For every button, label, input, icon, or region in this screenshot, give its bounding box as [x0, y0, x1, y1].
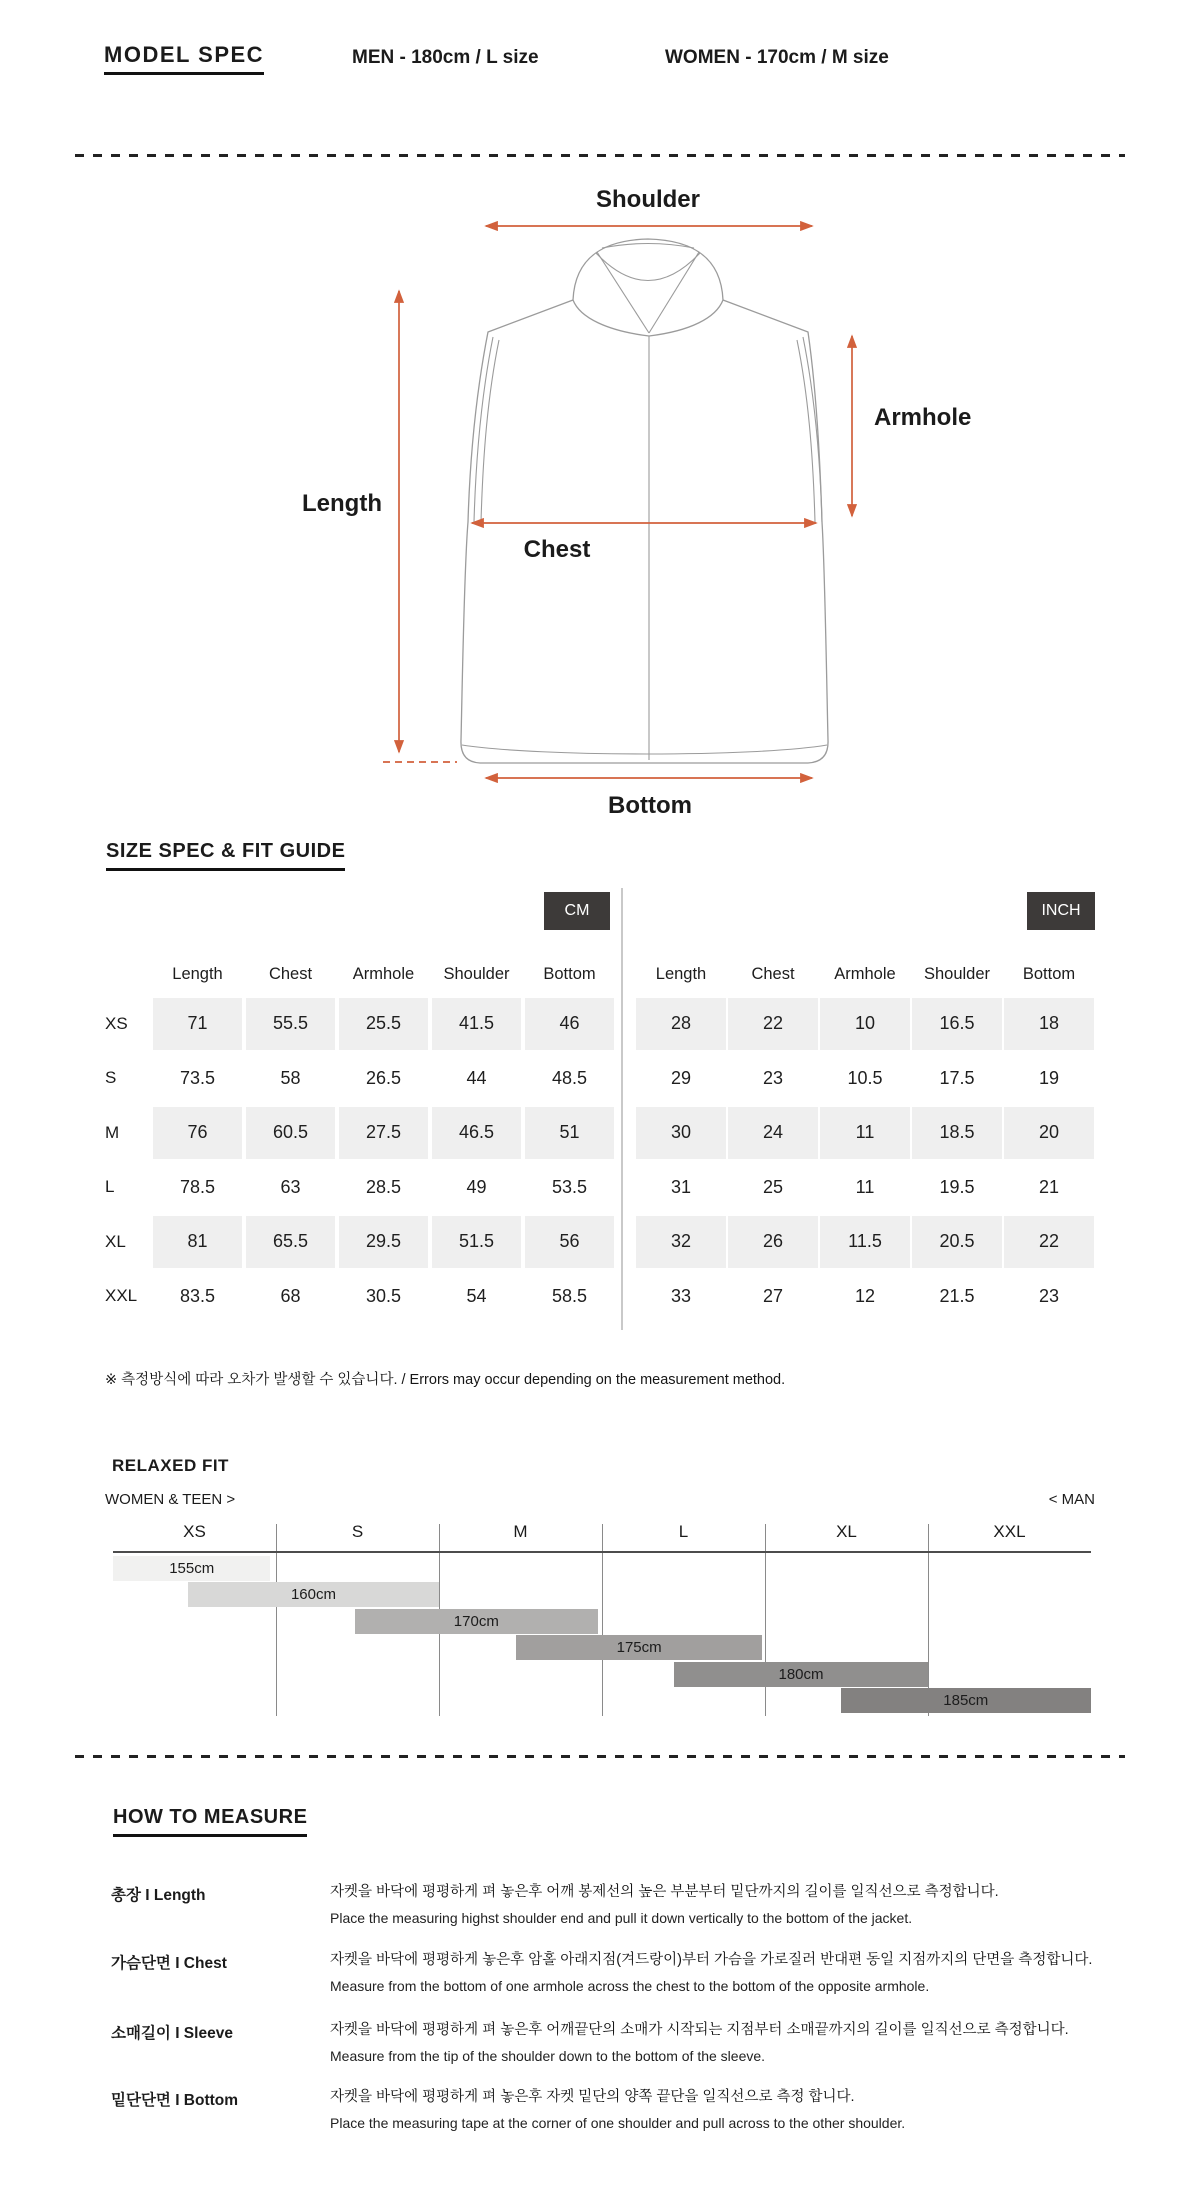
inch-cell: 21.5	[939, 1285, 975, 1306]
inch-cell: 29	[670, 1067, 692, 1088]
size-label: L	[105, 1177, 115, 1196]
measure-row-label: 가슴단면 I Chest	[111, 1955, 227, 1972]
inch-cell: 23	[1038, 1285, 1060, 1306]
inch-cell: 33	[670, 1285, 692, 1306]
measurement-note: ※ 측정방식에 따라 오차가 발생할 수 있습니다. / Errors may occur depending on the measurement method.	[105, 1372, 786, 1388]
table-divider	[621, 888, 623, 1330]
fit-size-label: M	[513, 1522, 528, 1541]
fit-size-label: S	[351, 1522, 364, 1541]
inch-cell: 26	[728, 1216, 818, 1268]
inch-cell: 30	[636, 1107, 726, 1159]
fit-bar-185cm	[841, 1688, 1091, 1713]
inch-col-header: Armhole	[834, 964, 896, 983]
inch-cell: 12	[854, 1285, 876, 1306]
measure-row-label: 소매길이 I Sleeve	[111, 2025, 233, 2042]
cm-col-header: Chest	[268, 964, 313, 983]
cm-unit-badge: CM	[544, 892, 610, 930]
fit-axis-line	[113, 1551, 1091, 1553]
shoulder-label: Shoulder	[595, 186, 700, 213]
inch-col-header: Shoulder	[923, 964, 991, 983]
size-label: M	[105, 1122, 120, 1142]
fit-size-label: XXL	[993, 1522, 1026, 1541]
cm-col-header: Armhole	[352, 964, 415, 983]
cm-cell: 68	[280, 1285, 301, 1306]
cm-cell: 56	[525, 1216, 614, 1268]
fit-size-label: XS	[183, 1522, 206, 1541]
size-label: XXL	[105, 1286, 138, 1305]
inch-cell: 23	[762, 1067, 784, 1088]
cm-cell: 58	[280, 1067, 301, 1088]
inch-cell: 11.5	[820, 1216, 910, 1268]
vest-outline	[461, 239, 828, 763]
cm-cell: 65.5	[246, 1216, 335, 1268]
measure-row-ko: 자켓을 바닥에 평평하게 놓은후 암홀 아래지점(겨드랑이)부터 가슴을 가로질러 반대편 동일 지점까지의 단면을 측정합니다.	[330, 1952, 1093, 1968]
inch-cell: 11	[820, 1107, 910, 1159]
cm-table	[105, 953, 614, 1322]
cm-cell: 51.5	[432, 1216, 521, 1268]
fit-bar-label: 175cm	[616, 1639, 662, 1657]
fit-guide-man-label: < MAN	[1048, 1491, 1095, 1508]
size-label: XL	[105, 1231, 126, 1251]
cm-cell: 41.5	[432, 998, 521, 1050]
cm-cell: 49	[466, 1176, 487, 1197]
inch-table	[636, 953, 1094, 1322]
cm-cell: 27.5	[339, 1107, 428, 1159]
model-spec-women: WOMEN - 170cm / M size	[665, 47, 889, 68]
inch-cell: 20	[1004, 1107, 1094, 1159]
fit-bar-175cm	[516, 1635, 762, 1660]
fit-size-label: L	[678, 1522, 689, 1541]
cm-cell: 81	[153, 1216, 242, 1268]
inch-cell: 25	[762, 1176, 784, 1197]
measure-row-en: Measure from the tip of the shoulder down to the bottom of the sleeve.	[330, 2048, 766, 2064]
how-to-measure-title: HOW TO MEASURE	[113, 1806, 307, 1837]
inch-col-header: Length	[655, 964, 707, 983]
measure-row-ko: 자켓을 바닥에 평평하게 펴 놓은후 어깨 봉제선의 높은 부분부터 밑단까지의 길이를 일직선으로 측정합니다.	[330, 1884, 999, 1900]
cm-cell: 46.5	[432, 1107, 521, 1159]
inch-cell: 22	[1004, 1216, 1094, 1268]
chest-label: Chest	[523, 536, 591, 563]
fit-bar-label: 155cm	[169, 1560, 215, 1577]
fit-guide-women-label: WOMEN & TEEN >	[105, 1491, 236, 1508]
measure-row-label: 총장 I Length	[111, 1887, 206, 1904]
cm-cell: 25.5	[339, 998, 428, 1050]
fit-bar-160cm	[188, 1582, 438, 1607]
measure-row-en: Measure from the bottom of one armhole across the chest to the bottom of the opposite armhole.	[330, 1978, 930, 1994]
cm-cell: 48.5	[551, 1067, 588, 1088]
cm-cell: 29.5	[339, 1216, 428, 1268]
inch-cell: 22	[728, 998, 818, 1050]
cm-cell: 54	[466, 1285, 487, 1306]
divider-top	[75, 154, 1125, 157]
fit-bar-label: 180cm	[778, 1665, 824, 1683]
inch-cell: 18	[1004, 998, 1094, 1050]
fit-bar-170cm	[355, 1609, 599, 1634]
inch-cell: 24	[728, 1107, 818, 1159]
cm-cell: 55.5	[246, 998, 335, 1050]
inch-cell: 31	[670, 1176, 692, 1197]
inch-col-header: Chest	[751, 964, 795, 983]
cm-cell: 78.5	[179, 1176, 216, 1197]
cm-cell: 60.5	[246, 1107, 335, 1159]
inch-cell: 17.5	[939, 1067, 975, 1088]
bottom-label: Bottom	[608, 792, 692, 819]
page-title: MODEL SPEC	[104, 42, 264, 75]
measure-row-ko: 자켓을 바닥에 평평하게 펴 놓은후 자켓 밑단의 양쪽 끝단을 일직선으로 측정 합니다.	[330, 2089, 855, 2105]
inch-cell: 10	[820, 998, 910, 1050]
length-label: Length	[302, 490, 382, 517]
fit-bar-155cm	[113, 1556, 270, 1581]
cm-col-header: Bottom	[543, 964, 596, 983]
inch-cell: 20.5	[912, 1216, 1002, 1268]
cm-cell: 53.5	[551, 1176, 588, 1197]
inch-unit-badge: INCH	[1027, 892, 1095, 930]
cm-cell: 73.5	[179, 1067, 216, 1088]
cm-col-header: Length	[172, 964, 223, 983]
inch-cell: 11	[855, 1176, 875, 1197]
armhole-label: Armhole	[874, 404, 972, 431]
inch-cell: 32	[636, 1216, 726, 1268]
cm-cell: 51	[525, 1107, 614, 1159]
inch-cell: 18.5	[912, 1107, 1002, 1159]
measure-row-ko: 자켓을 바닥에 평평하게 펴 놓은후 어깨끝단의 소매가 시작되는 지점부터 소매끝까지의 길이를 일직선으로 측정합니다.	[330, 2022, 1069, 2038]
inch-cell: 10.5	[847, 1067, 883, 1088]
cm-col-header: Shoulder	[443, 964, 510, 983]
fit-bar-label: 170cm	[453, 1612, 499, 1630]
size-spec-title: SIZE SPEC & FIT GUIDE	[106, 840, 345, 871]
vest-diagram	[0, 160, 1200, 840]
measure-row-en: Place the measuring highst shoulder end and pull it down vertically to the bottom of the jacket.	[330, 1910, 913, 1926]
fit-bars	[113, 1556, 1091, 1716]
cm-cell: 46	[525, 998, 614, 1050]
cm-cell: 58.5	[551, 1285, 588, 1306]
cm-cell: 83.5	[179, 1285, 216, 1306]
cm-cell: 30.5	[365, 1285, 402, 1306]
divider-bottom	[75, 1755, 1125, 1758]
inch-cell: 19	[1038, 1067, 1060, 1088]
fit-bar-180cm	[674, 1662, 927, 1687]
size-label: XS	[105, 1013, 128, 1033]
cm-cell: 63	[280, 1176, 301, 1197]
model-spec-men: MEN - 180cm / L size	[352, 47, 539, 68]
measure-row-label: 밑단단면 I Bottom	[111, 2092, 239, 2109]
inch-cell: 28	[636, 998, 726, 1050]
inch-cell: 21	[1038, 1176, 1060, 1197]
measure-row-en: Place the measuring tape at the corner of one shoulder and pull across to the other shoulder.	[330, 2115, 906, 2131]
inch-cell: 19.5	[939, 1176, 975, 1197]
fit-guide-title: RELAXED FIT	[112, 1456, 229, 1475]
size-label: S	[105, 1068, 117, 1087]
fit-size-label: XL	[836, 1522, 857, 1541]
cm-cell: 71	[153, 998, 242, 1050]
cm-cell: 26.5	[365, 1067, 402, 1088]
inch-cell: 27	[762, 1285, 784, 1306]
fit-bar-label: 160cm	[290, 1586, 336, 1604]
cm-cell: 44	[466, 1067, 487, 1088]
fit-bar-label: 185cm	[943, 1692, 989, 1709]
inch-col-header: Bottom	[1022, 964, 1076, 983]
cm-cell: 76	[153, 1107, 242, 1159]
inch-cell: 16.5	[912, 998, 1002, 1050]
cm-cell: 28.5	[365, 1176, 402, 1197]
